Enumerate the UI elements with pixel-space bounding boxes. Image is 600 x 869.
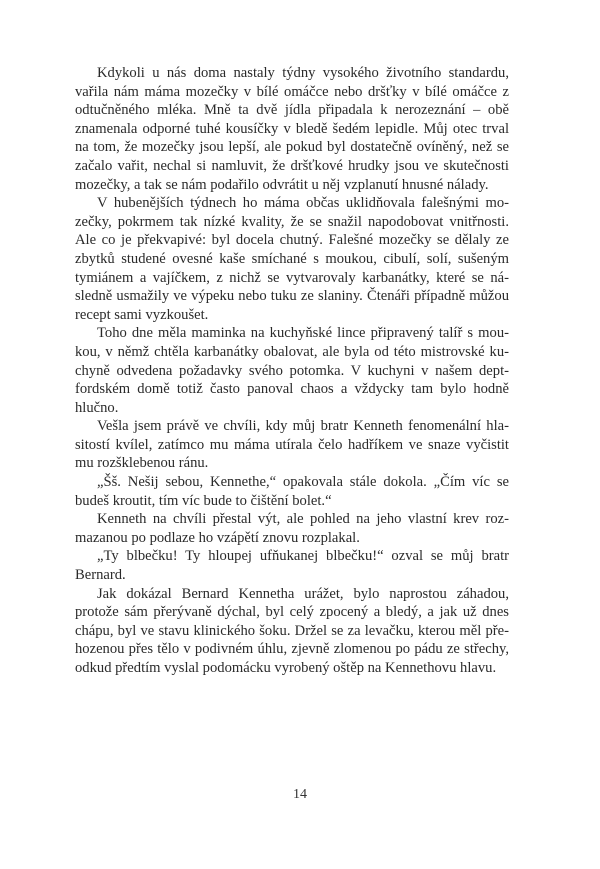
paragraph: Kdykoli u nás doma nastaly týdny vysokého životního standardu, vařila nám máma mozečky v bílé omáčce nebo dršťky v bílé omáčce z odtučněného mléka. Mně ta dvě jídla připadala k nerozeznání – obě znamenala odporné tuhé kousíčky v bledě šedém lepidle. Můj otec trval na tom, že mozečky jsou lepší, ale pokud byl dostatečně ovíněný, než se začalo vařit, nechal si namluvit, že dršťkové hrudky jsou ve skutečnosti mozečky, a tak se nám podařilo odvrátit u něj vzplanutí hnusné nálady. xyxy=(75,65,509,193)
page-number: 14 xyxy=(293,787,307,802)
body-text xyxy=(75,64,509,678)
paragraph: „Šš. Nešij sebou, Kennethe,“ opakovala stále dokola. „Čím víc se budeš kroutit, tím víc bude to čištění bolet.“ xyxy=(75,474,509,509)
paragraph: Kenneth na chvíli přestal výt, ale pohled na jeho vlastní krev rozmazanou po podlaze ho vzápětí znovu rozplakal. xyxy=(75,511,509,546)
paragraph: V hubenějších týdnech ho máma občas uklidňovala falešnými mozečky, pokrmem tak nízké kvality, že se snažil napodobovat vnitřnosti. Ale co je překvapivé: byl docela chutný. Falešné mozečky se dělaly ze zbytků studené ovesné kaše smíchané s moukou, cibulí, solí, sušeným tymiánem a vajíčkem, z nichž se vytvarovaly karbanátky, které se následně usmažily ve výpeku nebo tuku ze slaniny. Čtenáři případně můžou recept sami vyzkoušet. xyxy=(75,195,509,323)
paragraph: Toho dne měla maminka na kuchyňské lince připravený talíř s moukou, v němž chtěla karbanátky obalovat, ale byla od této mistrovské kuchyně odvedena požadavky svého potomka. V kuchyni v našem deptfordském domě totiž často panoval chaos a vždycky tam bylo hodně hlučno. xyxy=(75,325,509,416)
paragraph: Jak dokázal Bernard Kennetha urážet, bylo naprostou záhadou, protože sám přerývaně dýchal, byl celý zpocený a bledý, a jak už dnes chápu, byl ve stavu klinického šoku. Držel se za levačku, kterou měl přehozenou přes tělo v podivném úhlu, zjevně zlomenou po pádu ze střechy, odkud předtím vyslal podomácku vyrobený oštěp na Kennethovu hlavu. xyxy=(75,585,509,676)
paragraph: Vešla jsem právě ve chvíli, kdy můj bratr Kenneth fenomenální hlasitostí kvílel, zatímco mu máma utírala čelo hadříkem ve snaze vyčistit mu rozšklebenou ránu. xyxy=(75,418,509,472)
paragraph: „Ty blbečku! Ty hloupej ufňukanej blbečku!“ ozval se můj bratr Bernard. xyxy=(75,548,509,584)
